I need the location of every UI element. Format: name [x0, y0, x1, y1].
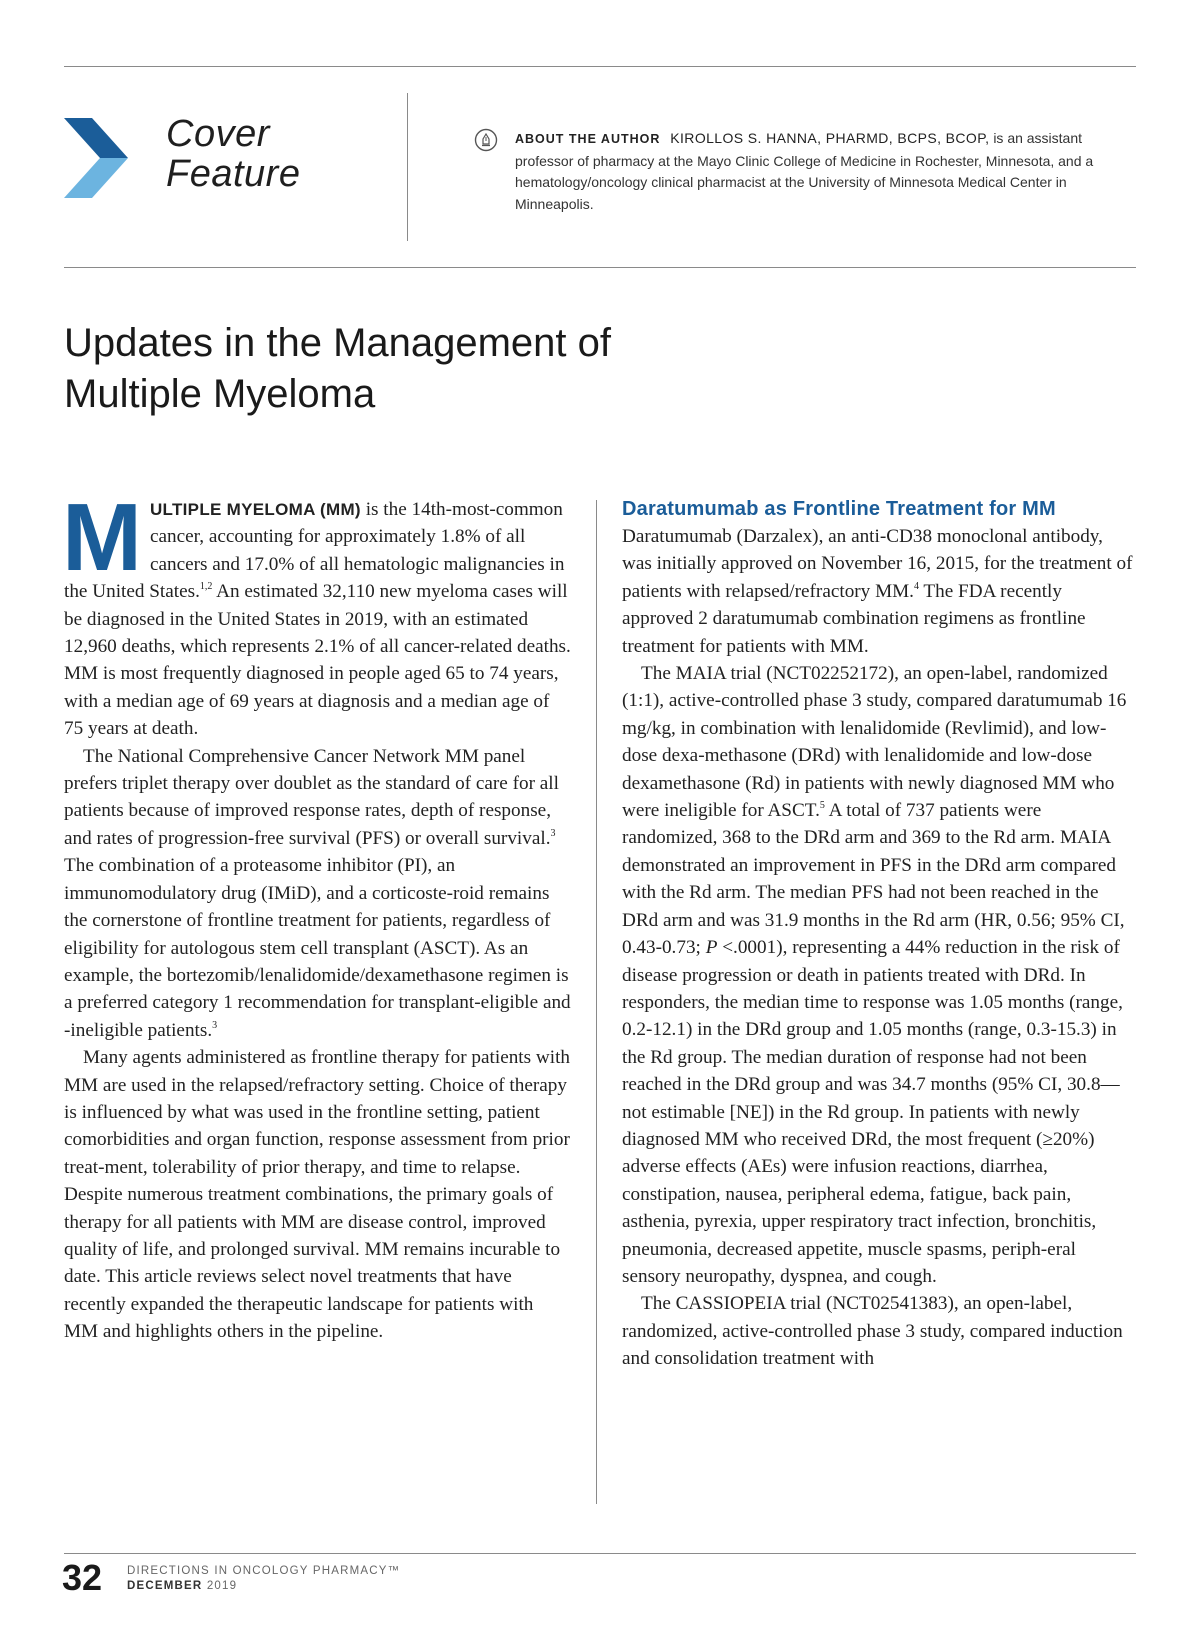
- section-label-line2: Feature: [166, 153, 301, 195]
- author-pen-icon: [474, 128, 498, 152]
- citation: 5: [819, 800, 825, 812]
- author-bio: is an assistant professor of pharmacy at the Mayo Clinic College of Medicine in Rochester, Minnesota, and a hematology/oncology clinical pharmacist at the University of Minnesota Medical Center in Minneapolis.: [515, 130, 1094, 212]
- right-column: [622, 496, 1134, 1373]
- paragraph: [622, 523, 1134, 660]
- page-number: 32: [62, 1557, 103, 1598]
- section-label: [166, 114, 300, 194]
- footer-rule: [64, 1553, 1136, 1554]
- paragraph-text: The National Comprehensive Cancer Network MM panel prefers triplet therapy over doublet as the standard of care for all patients because of improved response rates, depth of response, and rates of progression-free survival (PFS) or overall survival.: [64, 745, 559, 849]
- header-bottom-rule: [64, 267, 1136, 268]
- section-label-line1: Cover: [166, 113, 270, 155]
- about-author-label: ABOUT THE AUTHOR: [515, 132, 661, 146]
- header-divider: [407, 93, 408, 241]
- left-column: [62, 484, 572, 1346]
- citation: 3: [212, 1019, 218, 1031]
- paragraph: [622, 660, 1134, 1290]
- citation: 4: [913, 580, 919, 592]
- paragraph-text: A total of 737 patients were randomized, 368 to the DRd arm and 369 to the Rd arm. MAIA demonstrated an improvement in PFS in the DRd arm compared with the Rd arm. The median PFS had not been reached in the DRd arm and was 31.9 months in the Rd arm (HR, 0.56; 95% CI, 0.43-0.73;: [622, 800, 1125, 959]
- lead-in: ULTIPLE MYELOMA (MM): [149, 500, 361, 519]
- paragraph: [64, 743, 572, 1044]
- paragraph-text: The combination of a proteasome inhibitor (PI), an immunomodulatory drug (IMiD), and a corticoste-roid remains the cornerstone of frontline treatment for patients, regardless of eligibility for autologous stem cell transplant (ASCT). As an example, the bortezomib/lenalidomide/dexamethasone regimen is a preferred category 1 recommendation for transplant-eligible and -ineligible patients.: [64, 855, 571, 1041]
- drop-cap: M: [62, 484, 142, 591]
- intro-paragraph: [62, 484, 572, 743]
- citation: 3: [550, 827, 556, 839]
- magazine-name: DIRECTIONS IN ONCOLOGY PHARMACY™: [127, 1565, 401, 1577]
- paragraph-text: <.0001), representing a 44% reduction in the risk of disease progression or death in patients treated with DRd. In responders, the median time to response was 1.05 months (range, 0.2-12.1) in the DRd group and 1.05 months (range, 0.3-15.3) in the Rd group. The median duration of response had not been reached in the DRd group and was 34.7 months (95% CI, 30.8—not estimable [NE]) in the Rd group. In patients with newly diagnosed MM who received DRd, the most frequent (≥20%) adverse effects (AEs) were infusion reactions, diarrhea, constipation, nausea, peripheral edema, fatigue, back pain, asthenia, pyrexia, upper respiratory tract infection, bronchitis, pneumonia, decreased appetite, muscle spasms, periph-eral sensory neuropathy, dyspnea, and cough.: [622, 937, 1123, 1287]
- column-divider: [596, 500, 597, 1504]
- paragraph-text: The FDA recently approved 2 daratumumab combination regimens as frontline treatment for patients with MM.: [622, 580, 1086, 657]
- paragraph-text: Daratumumab (Darzalex), an anti-CD38 monoclonal antibody, was initially approved on November 16, 2015, for the treatment of patients with relapsed/refractory MM.: [622, 526, 1133, 602]
- author-name: KIROLLOS S. HANNA, PHARMD, BCPS, BCOP,: [670, 130, 990, 146]
- article-title-line2: Multiple Myeloma: [64, 372, 376, 416]
- section-heading: Daratumumab as Frontline Treatment for MM: [622, 498, 1056, 520]
- chevron-logo-icon: [64, 118, 128, 198]
- paragraph: Many agents administered as frontline therapy for patients with MM are used in the relapsed/refractory setting. Choice of therapy is influenced by what was used in the frontline setting, patient comorbidities and organ function, response assessment from prior treat-ment, tolerability of prior therapy, and time to relapse. Despite numerous treatment combinations, the primary goals of therapy for all patients with MM are disease control, improved quality of life, and prolonged survival. MM remains incurable to date. This article reviews select novel treatments that have recently expanded the therapeutic landscape for patients with MM and highlights others in the pipeline.: [64, 1047, 571, 1343]
- intro-text-a: is the 14th-most-common cancer, accounting for approximately 1.8% of all cancers and 17.0% of all hematologic malignancies in the United States.: [64, 499, 565, 603]
- issue-year: 2019: [206, 1580, 238, 1592]
- article-title-line1: Updates in the Management of: [64, 321, 612, 365]
- citation: 1,2: [199, 581, 213, 593]
- top-rule: [64, 66, 1136, 67]
- paragraph-text: The MAIA trial (NCT02252172), an open-label, randomized (1:1), active-controlled phase 3 study, compared daratumumab 16 mg/kg, in combination with lenalidomide (Revlimid), and low-dose dexa-methasone (DRd) with lenalidomide and low-dose dexamethasone (Rd) in patients with newly diagnosed MM who were ineligible for ASCT.: [622, 663, 1127, 822]
- p-value-italic: P: [705, 937, 718, 959]
- footer-publication: [127, 1564, 400, 1594]
- paragraph: The CASSIOPEIA trial (NCT02541383), an open-label, randomized, active-controlled phase 3 study, compared induction and consolidation treatment with: [622, 1293, 1123, 1370]
- about-the-author: [515, 128, 1105, 215]
- article-title: [64, 318, 864, 420]
- issue-month: DECEMBER: [127, 1580, 203, 1592]
- intro-text-b: An estimated 32,110 new myeloma cases will be diagnosed in the United States in 2019, with an estimated 12,960 deaths, which represents 2.1% of all cancer-related deaths. MM is most frequently diagnosed in people aged 65 to 74 years, with a median age of 69 years at diagnosis and a median age of 75 years at death.: [64, 581, 571, 740]
